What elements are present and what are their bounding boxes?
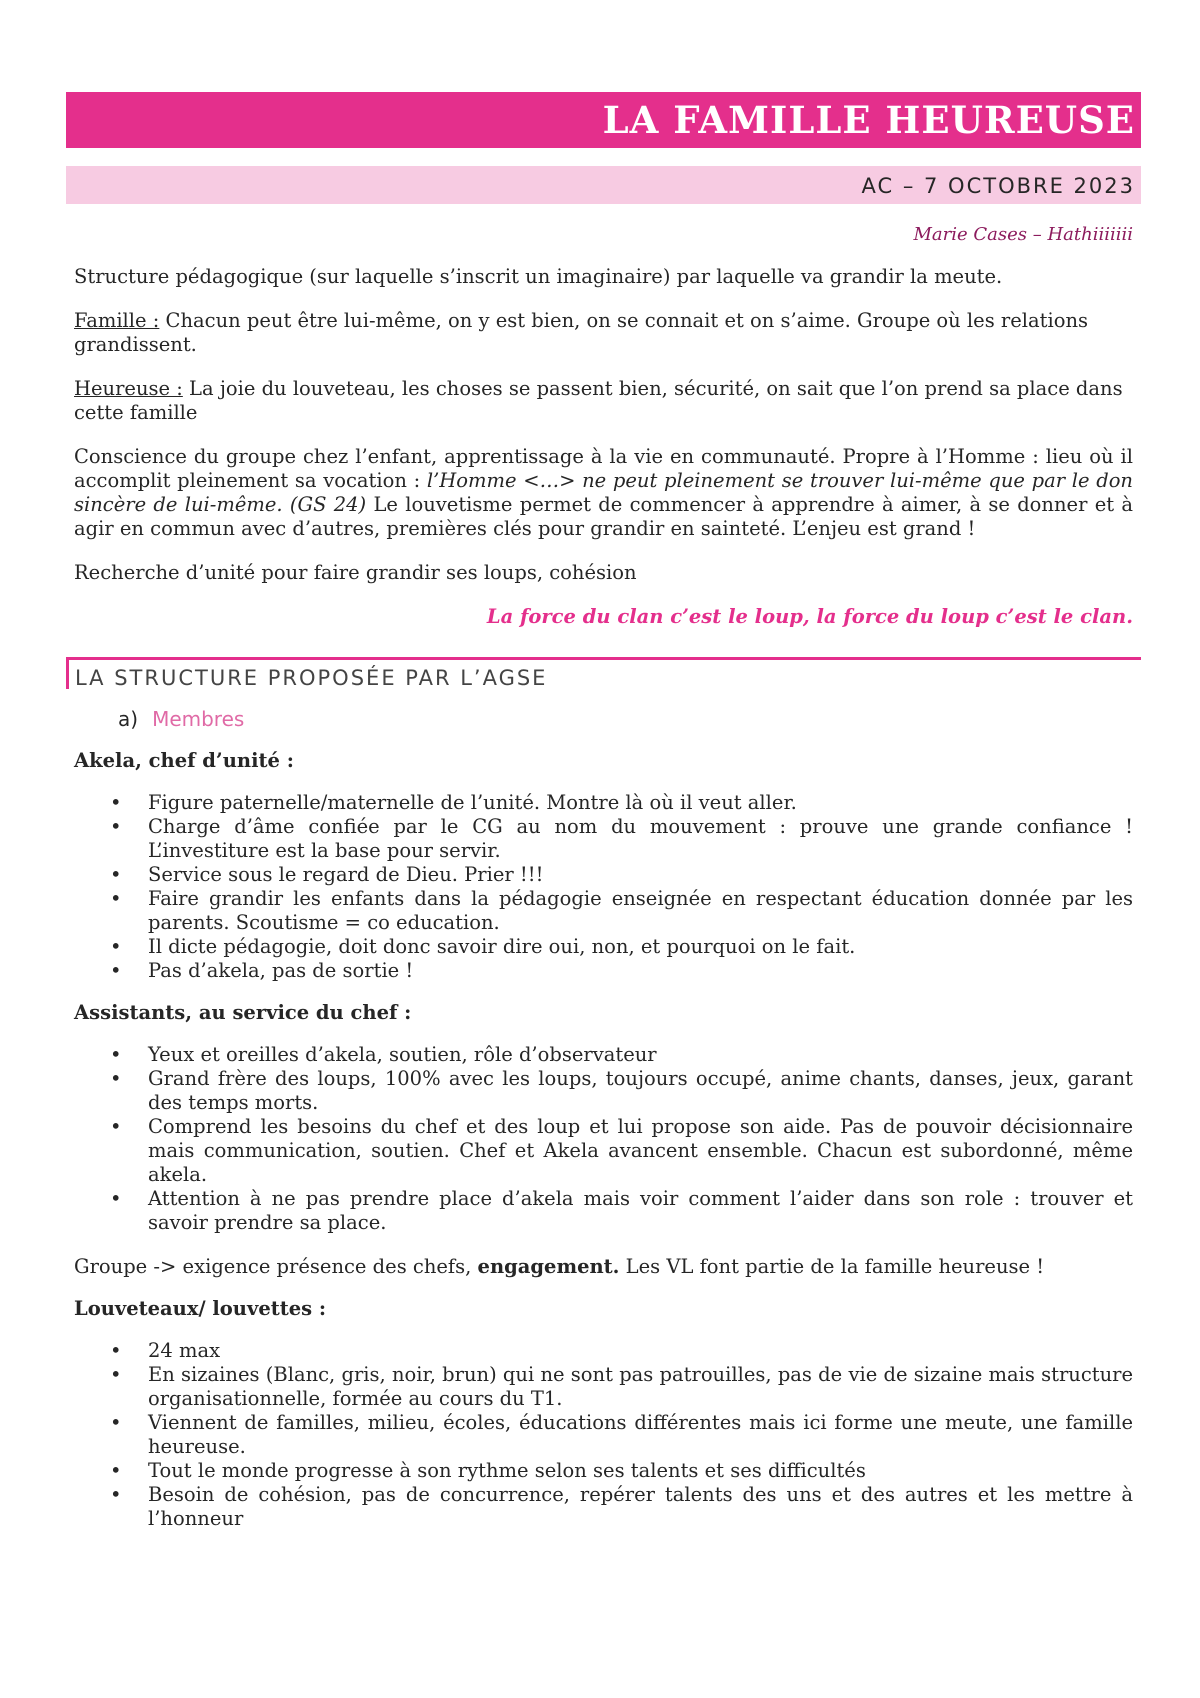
- bullet-icon: •: [110, 1411, 122, 1434]
- famille-label: Famille :: [74, 309, 160, 332]
- list-item: • Service sous le regard de Dieu. Prier !!!: [110, 863, 544, 886]
- subsection-label: a): [118, 707, 139, 731]
- recherche-paragraph: Recherche d’unité pour faire grandir ses loups, cohésion: [74, 561, 637, 584]
- famille-text: Chacun peut être lui-même, on y est bien, on se connait et on s’aime. Groupe où les relations grandissent.: [74, 309, 1089, 356]
- louveteaux-list: [74, 1339, 1133, 1531]
- akela-heading: Akela, chef d’unité :: [74, 749, 294, 772]
- list-item: • Grand frère des loups, 100% avec les loups, toujours occupé, anime chants, danses, jeux, garant des temps morts.: [110, 1067, 1133, 1114]
- heureuse-paragraph: [74, 377, 1133, 425]
- bullet-icon: •: [110, 887, 122, 910]
- assistants-list: [74, 1043, 1133, 1235]
- document-date: AC – 7 OCTOBRE 2023: [66, 166, 1141, 204]
- subsection-title: Membres: [152, 707, 245, 731]
- list-item: • Figure paternelle/maternelle de l’unité. Montre là où il veut aller.: [110, 791, 797, 814]
- gs-quote: l’Homme <…> ne peut pleinement se trouver lui-même que par le don sincère de lui-même. (GS 24): [74, 469, 1133, 516]
- bullet-icon: •: [110, 1187, 122, 1210]
- list-item: • Il dicte pédagogie, doit donc savoir dire oui, non, et pourquoi on le fait.: [110, 935, 856, 958]
- list-item: • Charge d’âme confiée par le CG au nom du mouvement : prouve une grande confiance ! L’investiture est la base pour servir.: [110, 815, 1133, 862]
- list-item: • Faire grandir les enfants dans la pédagogie enseignée en respectant éducation donnée par les parents. Scoutisme = co education.: [110, 887, 1133, 934]
- bullet-icon: •: [110, 1043, 122, 1066]
- bullet-icon: •: [110, 1339, 122, 1362]
- famille-paragraph: [74, 309, 1133, 357]
- document-author: Marie Cases – Hathiiiiiii: [913, 224, 1133, 245]
- conscience-text-a: Conscience du groupe chez l’enfant, apprentissage à la vie en communauté. Propre à l’Homme : lieu où il accomplit pleinement sa vocation :: [74, 445, 1133, 492]
- bullet-icon: •: [110, 863, 122, 886]
- bullet-icon: •: [110, 959, 122, 982]
- louveteaux-heading: Louveteaux/ louvettes :: [74, 1297, 327, 1320]
- conscience-text-b: Le louvetisme permet de commencer à apprendre à aimer, à se donner et à agir en commun avec d’autres, premières clés pour grandir en sainteté. L’enjeu est grand !: [74, 493, 1133, 540]
- subsection-heading: [74, 707, 1133, 731]
- bullet-icon: •: [110, 1483, 122, 1506]
- list-item: • Pas d’akela, pas de sortie !: [110, 959, 414, 982]
- bullet-icon: •: [110, 1115, 122, 1138]
- document-page: [66, 92, 1141, 1531]
- assistants-heading: Assistants, au service du chef :: [74, 1001, 412, 1024]
- list-item: • Yeux et oreilles d’akela, soutien, rôle d’observateur: [110, 1043, 657, 1066]
- conscience-paragraph: [74, 445, 1133, 541]
- section-heading: LA STRUCTURE PROPOSÉE PAR L’AGSE: [66, 657, 1141, 689]
- engagement-bold: engagement.: [477, 1255, 620, 1278]
- list-item: • Tout le monde progresse à son rythme selon ses talents et ses difficultés: [110, 1459, 866, 1482]
- groupe-paragraph: Groupe -> exigence présence des chefs, engagement. Les VL font partie de la famille heureuse !: [74, 1255, 1045, 1278]
- list-item: • 24 max: [110, 1339, 221, 1362]
- akela-list: [74, 791, 1133, 983]
- document-title: LA FAMILLE HEUREUSE: [66, 92, 1141, 148]
- bullet-icon: •: [110, 1459, 122, 1482]
- bullet-icon: •: [110, 815, 122, 838]
- section-body: [66, 707, 1141, 1531]
- heureuse-label: Heureuse :: [74, 377, 183, 400]
- list-item: • Attention à ne pas prendre place d’akela mais voir comment l’aider dans son role : trouver et savoir prendre sa place.: [110, 1187, 1133, 1234]
- intro-paragraph: Structure pédagogique (sur laquelle s’inscrit un imaginaire) par laquelle va grandir la meute.: [74, 265, 1003, 288]
- heureuse-text: La joie du louveteau, les choses se passent bien, sécurité, on sait que l’on prend sa place dans cette famille: [74, 377, 1123, 424]
- bullet-icon: •: [110, 935, 122, 958]
- list-item: • Comprend les besoins du chef et des loup et lui propose son aide. Pas de pouvoir décisionnaire mais communication, soutien. Chef et Akela avancent ensemble. Chacun est subordonné, même akela.: [110, 1115, 1133, 1186]
- motto: La force du clan c’est le loup, la force du loup c’est le clan.: [486, 605, 1133, 628]
- bullet-icon: •: [110, 1067, 122, 1090]
- bullet-icon: •: [110, 1363, 122, 1386]
- document-body: [66, 265, 1141, 629]
- list-item: • En sizaines (Blanc, gris, noir, brun) qui ne sont pas patrouilles, pas de vie de sizaine mais structure organisationnelle, formée au cours du T1.: [110, 1363, 1133, 1410]
- bullet-icon: •: [110, 791, 122, 814]
- list-item: • Besoin de cohésion, pas de concurrence, repérer talents des uns et des autres et les mettre à l’honneur: [110, 1483, 1133, 1530]
- list-item: • Viennent de familles, milieu, écoles, éducations différentes mais ici forme une meute, une famille heureuse.: [110, 1411, 1133, 1458]
